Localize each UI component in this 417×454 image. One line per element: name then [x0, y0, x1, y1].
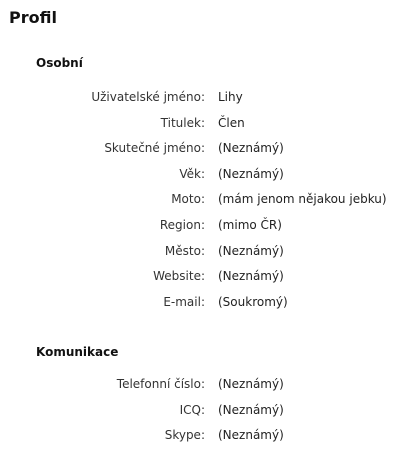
field-row-website: [0, 267, 417, 293]
field-label: Věk:: [179, 166, 205, 181]
field-row-age: [0, 165, 417, 191]
field-label: Město:: [164, 243, 205, 258]
field-label: Moto:: [171, 192, 205, 207]
field-row-title: [0, 114, 417, 140]
field-value: (Neznámý): [218, 377, 284, 391]
field-value: (mám jenom nějakou jebku): [218, 192, 387, 207]
field-row-region: [0, 216, 417, 242]
field-value: (mimo ČR): [218, 217, 282, 232]
field-value: (Neznámý): [218, 428, 284, 443]
field-row-real-name: [0, 139, 417, 165]
field-label: E-mail:: [163, 294, 205, 309]
field-value: (Neznámý): [218, 243, 284, 258]
field-row-username: [0, 88, 417, 114]
section-heading-personal: Osobní: [36, 56, 83, 70]
field-label: Telefonní číslo:: [116, 377, 205, 391]
field-label: Region:: [159, 217, 205, 232]
field-value: (Neznámý): [218, 141, 284, 156]
field-value: Člen: [218, 115, 245, 130]
field-label: Website:: [153, 269, 205, 284]
field-value: (Neznámý): [218, 166, 284, 181]
field-row-skype: [0, 426, 417, 452]
field-value: (Neznámý): [218, 269, 284, 284]
field-row-icq: [0, 401, 417, 427]
section-heading-communication: Komunikace: [36, 345, 119, 359]
field-value: Lihy: [218, 90, 243, 104]
field-value: (Neznámý): [218, 402, 284, 417]
personal-field-list: [0, 88, 417, 318]
field-row-email: [0, 293, 417, 319]
field-row-motto: [0, 190, 417, 216]
field-label: Skutečné jméno:: [104, 141, 205, 156]
field-row-phone: [0, 375, 417, 401]
communication-field-list: [0, 375, 417, 452]
field-row-city: [0, 242, 417, 268]
page-title: Profil: [9, 8, 57, 27]
field-label: Titulek:: [160, 115, 205, 130]
field-label: Skype:: [164, 428, 205, 443]
field-label: ICQ:: [179, 402, 205, 417]
field-value: (Soukromý): [218, 294, 288, 309]
field-label: Uživatelské jméno:: [91, 90, 205, 104]
